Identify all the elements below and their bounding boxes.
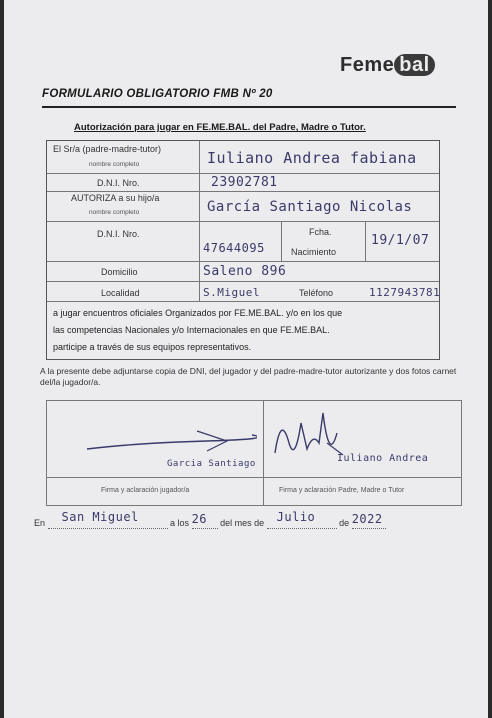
dni-label: D.N.I. Nro. — [97, 178, 140, 188]
child-sublabel: nombre completo — [89, 209, 140, 216]
day-value[interactable]: 26 — [191, 512, 208, 526]
authorization-text-line3: participe a través de sus equipos representativos. — [53, 342, 252, 352]
localidad-label: Localidad — [101, 288, 140, 298]
player-signature-text: Garcia Santiago — [167, 459, 256, 469]
telefono-value[interactable]: 1127943781 — [369, 286, 441, 299]
year-value[interactable]: 2022 — [351, 512, 383, 526]
birth-date-value[interactable]: 19/1/07 — [371, 233, 430, 248]
child-dni-label: D.N.I. Nro. — [97, 229, 140, 239]
attachment-note: A la presente debe adjuntarse copia de DNI, del jugador y del padre-madre-tutor autorizante y dos fotos carnet del/la jugador/a. — [40, 366, 457, 387]
form-subtitle: Autorización para jugar en FE.ME.BAL. del Padre, Madre o Tutor. — [74, 122, 366, 133]
form-page — [4, 0, 488, 718]
parent-sublabel: nombre completo — [89, 161, 140, 168]
place-value[interactable]: San Miguel — [61, 510, 139, 524]
authorization-text-line1: a jugar encuentros oficiales Organizados por FE.ME.BAL. y/o en los que — [53, 308, 343, 318]
month-value[interactable]: Julio — [276, 510, 316, 524]
domicilio-label: Domicilio — [101, 267, 138, 277]
parent-name-value[interactable]: Iuliano Andrea fabiana — [207, 149, 417, 167]
child-label: AUTORIZA a su hijo/a — [71, 193, 160, 203]
child-dni-value[interactable]: 47644095 — [203, 241, 265, 255]
player-signature-caption: Firma y aclaración jugador/a — [101, 487, 190, 494]
domicilio-value[interactable]: Saleno 896 — [203, 264, 287, 279]
authorization-table — [46, 140, 440, 360]
parent-signature-caption: Firma y aclaración Padre, Madre o Tutor — [279, 487, 405, 494]
nacimiento-label: Nacimiento — [291, 247, 337, 257]
date-line: En San Miguel a los 26 del mes de Julio de 2022 — [34, 518, 386, 529]
telefono-label: Teléfono — [299, 288, 334, 298]
authorization-text-line2: las competencias Nacionales y/o Internacionales en que FE.ME.BAL. — [53, 325, 330, 335]
child-name-value[interactable]: García Santiago Nicolas — [207, 199, 413, 215]
parent-label: El Sr/a (padre-madre-tutor) — [53, 144, 162, 154]
title-rule — [42, 106, 456, 108]
femebal-logo: Feme bal — [340, 54, 435, 77]
form-title: FORMULARIO OBLIGATORIO FMB Nº 20 — [42, 88, 273, 100]
fecha-label: Fcha. — [309, 227, 332, 237]
dni-value[interactable]: 23902781 — [211, 175, 278, 190]
authorization-text — [53, 305, 437, 356]
localidad-value[interactable]: S.Miguel — [203, 286, 260, 299]
parent-signature-text: Iuliano Andrea — [337, 453, 429, 464]
signature-box — [46, 400, 462, 506]
